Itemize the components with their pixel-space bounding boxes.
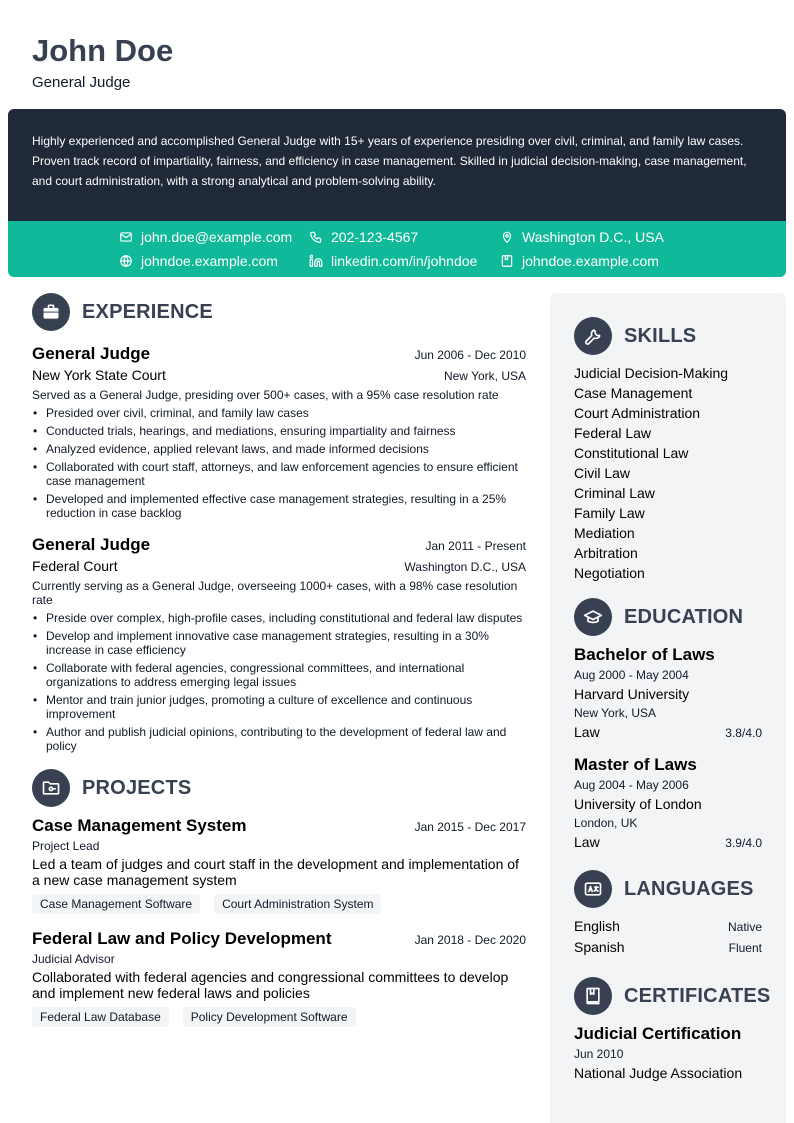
job-title: General Judge [32,344,151,363]
graduation-cap-icon [574,598,612,636]
contact-linkedin-text: linkedin.com/in/johndoe [331,253,478,269]
project-title: Case Management System [32,816,247,835]
project-entry [32,928,526,1027]
summary-panel [8,109,786,221]
contact-location [500,227,664,247]
contact-phone[interactable] [309,227,418,247]
map-pin-icon [500,230,514,244]
wrench-icon [574,317,612,355]
language-name: English [574,918,620,934]
job-date: Jan 2011 - Present [425,539,526,553]
language-name: Spanish [574,939,625,955]
language-item [574,937,762,958]
mail-icon [119,230,133,244]
job-highlight: • Collaborated with court staff, attorneys, and law enforcement agencies to ensure efficient case management [32,460,526,488]
job-company: Federal Court [32,558,118,574]
language-item [574,916,762,937]
project-date: Jan 2018 - Dec 2020 [414,933,526,947]
job-highlight: • Preside over complex, high-profile cases, including constitutional and federal law disputes [32,611,526,625]
job-location: Washington D.C., USA [404,560,526,574]
skill-item: Criminal Law [574,485,655,501]
experience-entry [32,343,526,520]
candidate-name: John Doe [32,33,174,68]
experience-entry [32,534,526,753]
job-summary: Currently serving as a General Judge, overseeing 1000+ cases, with a 98% case resolution rate [32,579,518,607]
project-tags [32,894,526,914]
contact-location-text: Washington D.C., USA [522,229,664,245]
skill-item: Civil Law [574,465,631,481]
job-highlights [32,406,526,520]
skills-list [574,363,762,583]
contact-portfolio-text: johndoe.example.com [522,253,659,269]
project-tag: Case Management Software [32,894,200,914]
projects-heading [32,769,526,807]
skill-item: Mediation [574,525,635,541]
education-institution: University of London [574,796,702,812]
certificates-title: CERTIFICATES [624,984,771,1007]
job-highlight: • Develop and implement innovative case management strategies, resulting in a 30% increase in case efficiency [32,629,526,657]
education-date: Aug 2004 - May 2006 [574,778,689,792]
job-highlight: • Developed and implemented effective case management strategies, resulting in a 25% reduction in case backlog [32,492,526,520]
certificate-date: Jun 2010 [574,1047,624,1061]
skill-item: Arbitration [574,545,638,561]
skill-item: Constitutional Law [574,445,689,461]
language-level: Fluent [728,941,762,955]
contact-email[interactable] [119,227,292,247]
job-highlight: • Conducted trials, hearings, and mediations, ensuring impartiality and fairness [32,424,526,438]
book-icon [574,977,612,1015]
resume-header [32,32,173,91]
education-date: Aug 2000 - May 2004 [574,668,689,682]
translate-icon [574,870,612,908]
education-area: Law [574,724,600,740]
sidebar [550,293,786,1123]
project-description: Led a team of judges and court staff in the development and implementation of a new case management system [32,856,519,888]
contact-website[interactable] [119,251,278,271]
linkedin-icon [309,254,323,268]
job-date: Jun 2006 - Dec 2010 [414,348,526,362]
project-date: Jan 2015 - Dec 2017 [414,820,526,834]
phone-icon [309,230,323,244]
experience-heading [32,293,526,331]
project-description: Collaborated with federal agencies and congressional committees to develop and implement new federal laws and policies [32,969,509,1001]
skill-item: Negotiation [574,565,645,581]
certificate-issuer: National Judge Association [574,1065,743,1081]
education-entry [574,754,762,852]
folder-icon [32,769,70,807]
contact-website-text: johndoe.example.com [141,253,278,269]
language-level: Native [727,920,762,934]
job-title: General Judge [32,535,151,554]
candidate-title: General Judge [32,74,131,91]
main-column [32,293,526,1027]
globe-icon [119,254,133,268]
languages-heading [574,870,762,908]
project-role: Project Lead [32,839,100,853]
job-highlight: • Presided over civil, criminal, and family law cases [32,406,526,420]
job-company: New York State Court [32,367,166,383]
project-tag: Federal Law Database [32,1007,169,1027]
education-heading [574,598,762,636]
experience-title: EXPERIENCE [82,300,213,323]
job-highlight: • Analyzed evidence, applied relevant laws, and made informed decisions [32,442,526,456]
contact-bar [8,221,786,277]
education-score: 3.8/4.0 [725,726,762,740]
project-tag: Court Administration System [214,894,381,914]
job-highlights [32,611,526,753]
job-summary: Served as a General Judge, presiding over 500+ cases, with a 95% case resolution rate [32,388,499,402]
certificate-title: Judicial Certification [574,1024,742,1043]
education-location: London, UK [574,816,638,830]
contact-portfolio[interactable] [500,251,659,271]
contact-phone-text: 202-123-4567 [331,229,419,245]
project-entry [32,815,526,914]
education-location: New York, USA [574,706,657,720]
languages-list [574,916,762,958]
education-entry [574,644,762,742]
skill-item: Family Law [574,505,645,521]
project-tag: Policy Development Software [183,1007,356,1027]
education-area: Law [574,834,600,850]
education-score: 3.9/4.0 [725,836,762,850]
skill-item: Federal Law [574,425,652,441]
contact-email-text: john.doe@example.com [141,229,293,245]
projects-title: PROJECTS [82,776,192,799]
languages-title: LANGUAGES [624,877,754,900]
education-degree: Master of Laws [574,755,697,774]
project-role: Judicial Advisor [32,952,115,966]
summary-text: Highly experienced and accomplished General Judge with 15+ years of experience presiding over civil, criminal, and family law cases. Proven track record of impartiality, fairness, and efficiency in case management. Skilled in judicial decision-making, case management, and court administration, with a strong analytical and problem-solving ability. [32,134,747,188]
certificate-entry [574,1023,762,1083]
education-institution: Harvard University [574,686,690,702]
education-degree: Bachelor of Laws [574,645,715,664]
skills-title: SKILLS [624,324,697,347]
job-highlight: • Mentor and train junior judges, promoting a culture of excellence and continuous improvement [32,693,526,721]
briefcase-icon [32,293,70,331]
skills-heading [574,317,762,355]
education-title: EDUCATION [624,605,744,628]
skill-item: Case Management [574,385,693,401]
project-tags [32,1007,526,1027]
skill-item: Court Administration [574,405,701,421]
job-location: New York, USA [443,369,526,383]
bookmark-icon [500,254,514,268]
project-title: Federal Law and Policy Development [32,929,332,948]
job-highlight: • Collaborate with federal agencies, congressional committees, and international organizations to address emerging legal issues [32,661,526,689]
job-highlight: • Author and publish judicial opinions, contributing to the development of federal law and policy [32,725,526,753]
skill-item: Judicial Decision-Making [574,365,729,381]
contact-linkedin[interactable] [309,251,477,271]
certificates-heading [574,977,771,1015]
